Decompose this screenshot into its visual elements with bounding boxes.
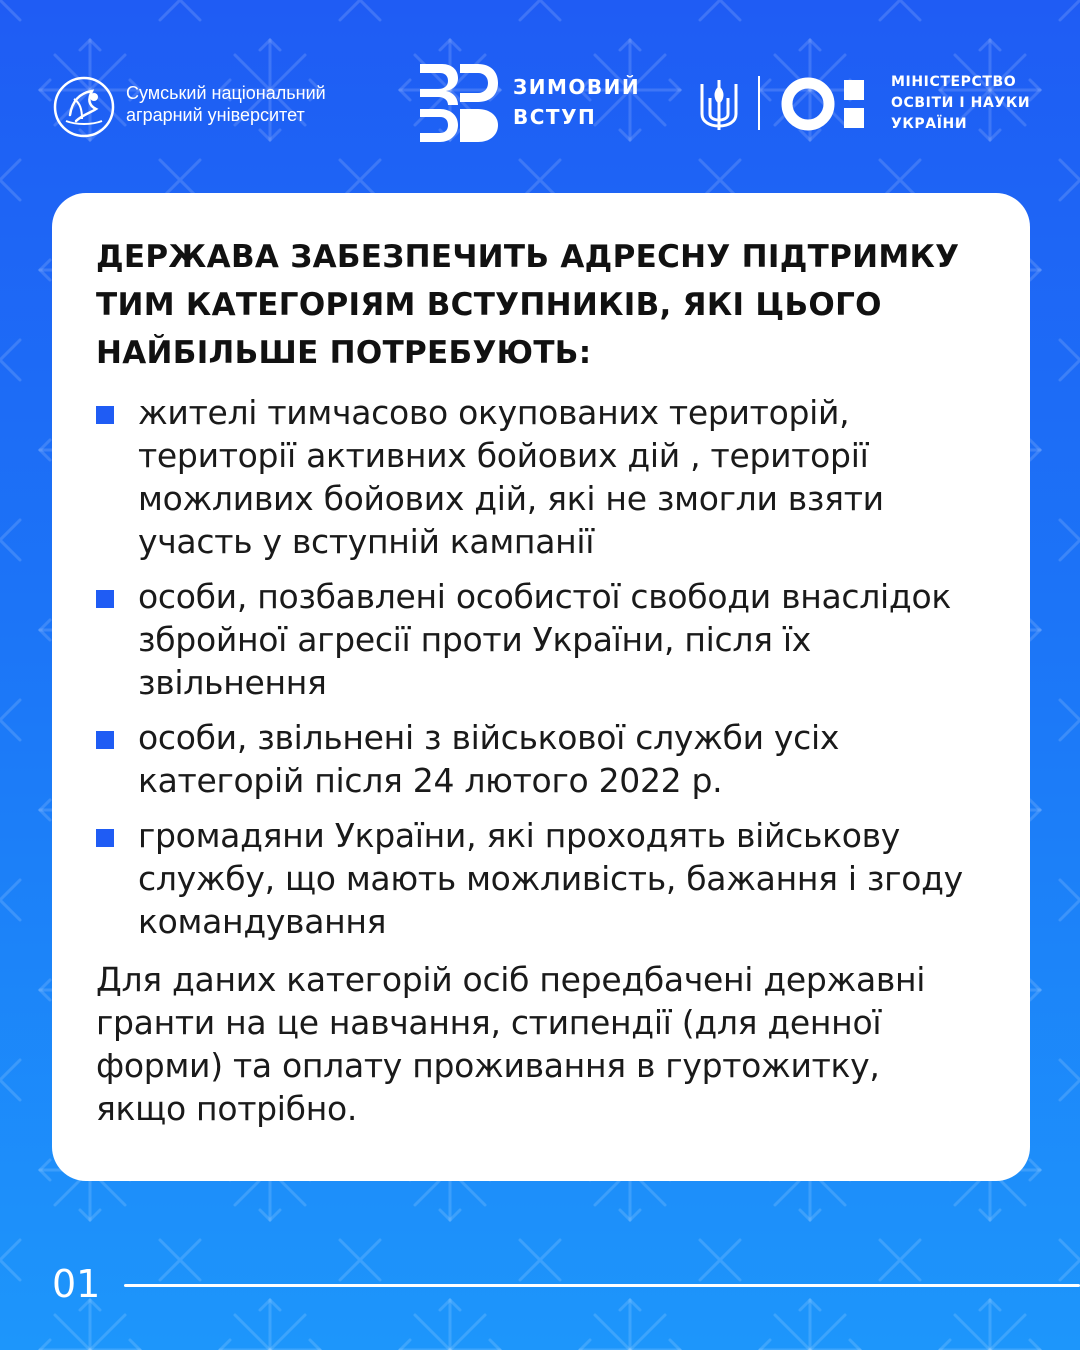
ministry-name-line: МІНІСТЕРСТВО <box>891 74 1017 90</box>
campaign-title-line: ЗИМОВИЙ <box>513 75 641 99</box>
card-headline: ДЕРЖАВА ЗАБЕЗПЕЧИТЬ АДРЕСНУ ПІДТРИМКУ ТИМ КАТЕГОРІЯМ ВСТУПНИКІВ, ЯКІ ЦЬОГО НАЙБІЛЬШЕ ПОТРЕБУЮТЬ: <box>96 239 960 371</box>
bullet-square-icon <box>96 590 114 608</box>
list-item-text: жителі тимчасово окупованих територій, території активних бойових дій , території можливих бойових дій, які не змогли взяти участь у вступній кампанії <box>138 393 884 561</box>
bullet-square-icon <box>96 829 114 847</box>
header <box>0 0 1080 190</box>
list-item <box>96 814 996 943</box>
university-emblem-icon <box>52 75 116 139</box>
university-name-line: аграрний університет <box>126 105 305 125</box>
ministry-name-line: ОСВІТИ І НАУКИ <box>891 95 1031 111</box>
bullet-square-icon <box>96 406 114 424</box>
footer-divider <box>124 1284 1080 1287</box>
categories-list <box>96 391 996 955</box>
list-item <box>96 391 996 563</box>
bullet-square-icon <box>96 731 114 749</box>
mon-logo-icon <box>780 76 876 132</box>
page-number: 01 <box>52 1262 101 1306</box>
list-item-text: особи, звільнені з військової служби усіх категорій після 24 лютого 2022 р. <box>138 718 840 800</box>
ministry-name <box>891 72 1030 135</box>
zv-logo-icon <box>420 64 498 142</box>
list-item <box>96 716 996 802</box>
campaign-title <box>513 72 640 132</box>
trident-icon <box>698 78 740 132</box>
list-item <box>96 575 996 704</box>
info-card <box>52 193 1030 1181</box>
university-name <box>126 82 386 126</box>
list-item-text: особи, позбавлені особистої свободи внаслідок збройної агресії проти України, після їх звільнення <box>138 577 951 702</box>
card-footnote: Для даних категорій осіб передбачені державні гранти на це навчання, стипендії (для денної форми) та оплату проживання в гуртожитку, якщо потрібно. <box>96 960 926 1128</box>
campaign-title-line: ВСТУП <box>513 105 597 129</box>
ministry-name-line: УКРАЇНИ <box>891 116 968 132</box>
university-name-line: Сумський національний <box>126 83 326 103</box>
list-item-text: громадяни України, які проходять військову службу, що мають можливість, бажання і згоду командування <box>138 816 963 941</box>
logo-divider <box>758 76 760 130</box>
